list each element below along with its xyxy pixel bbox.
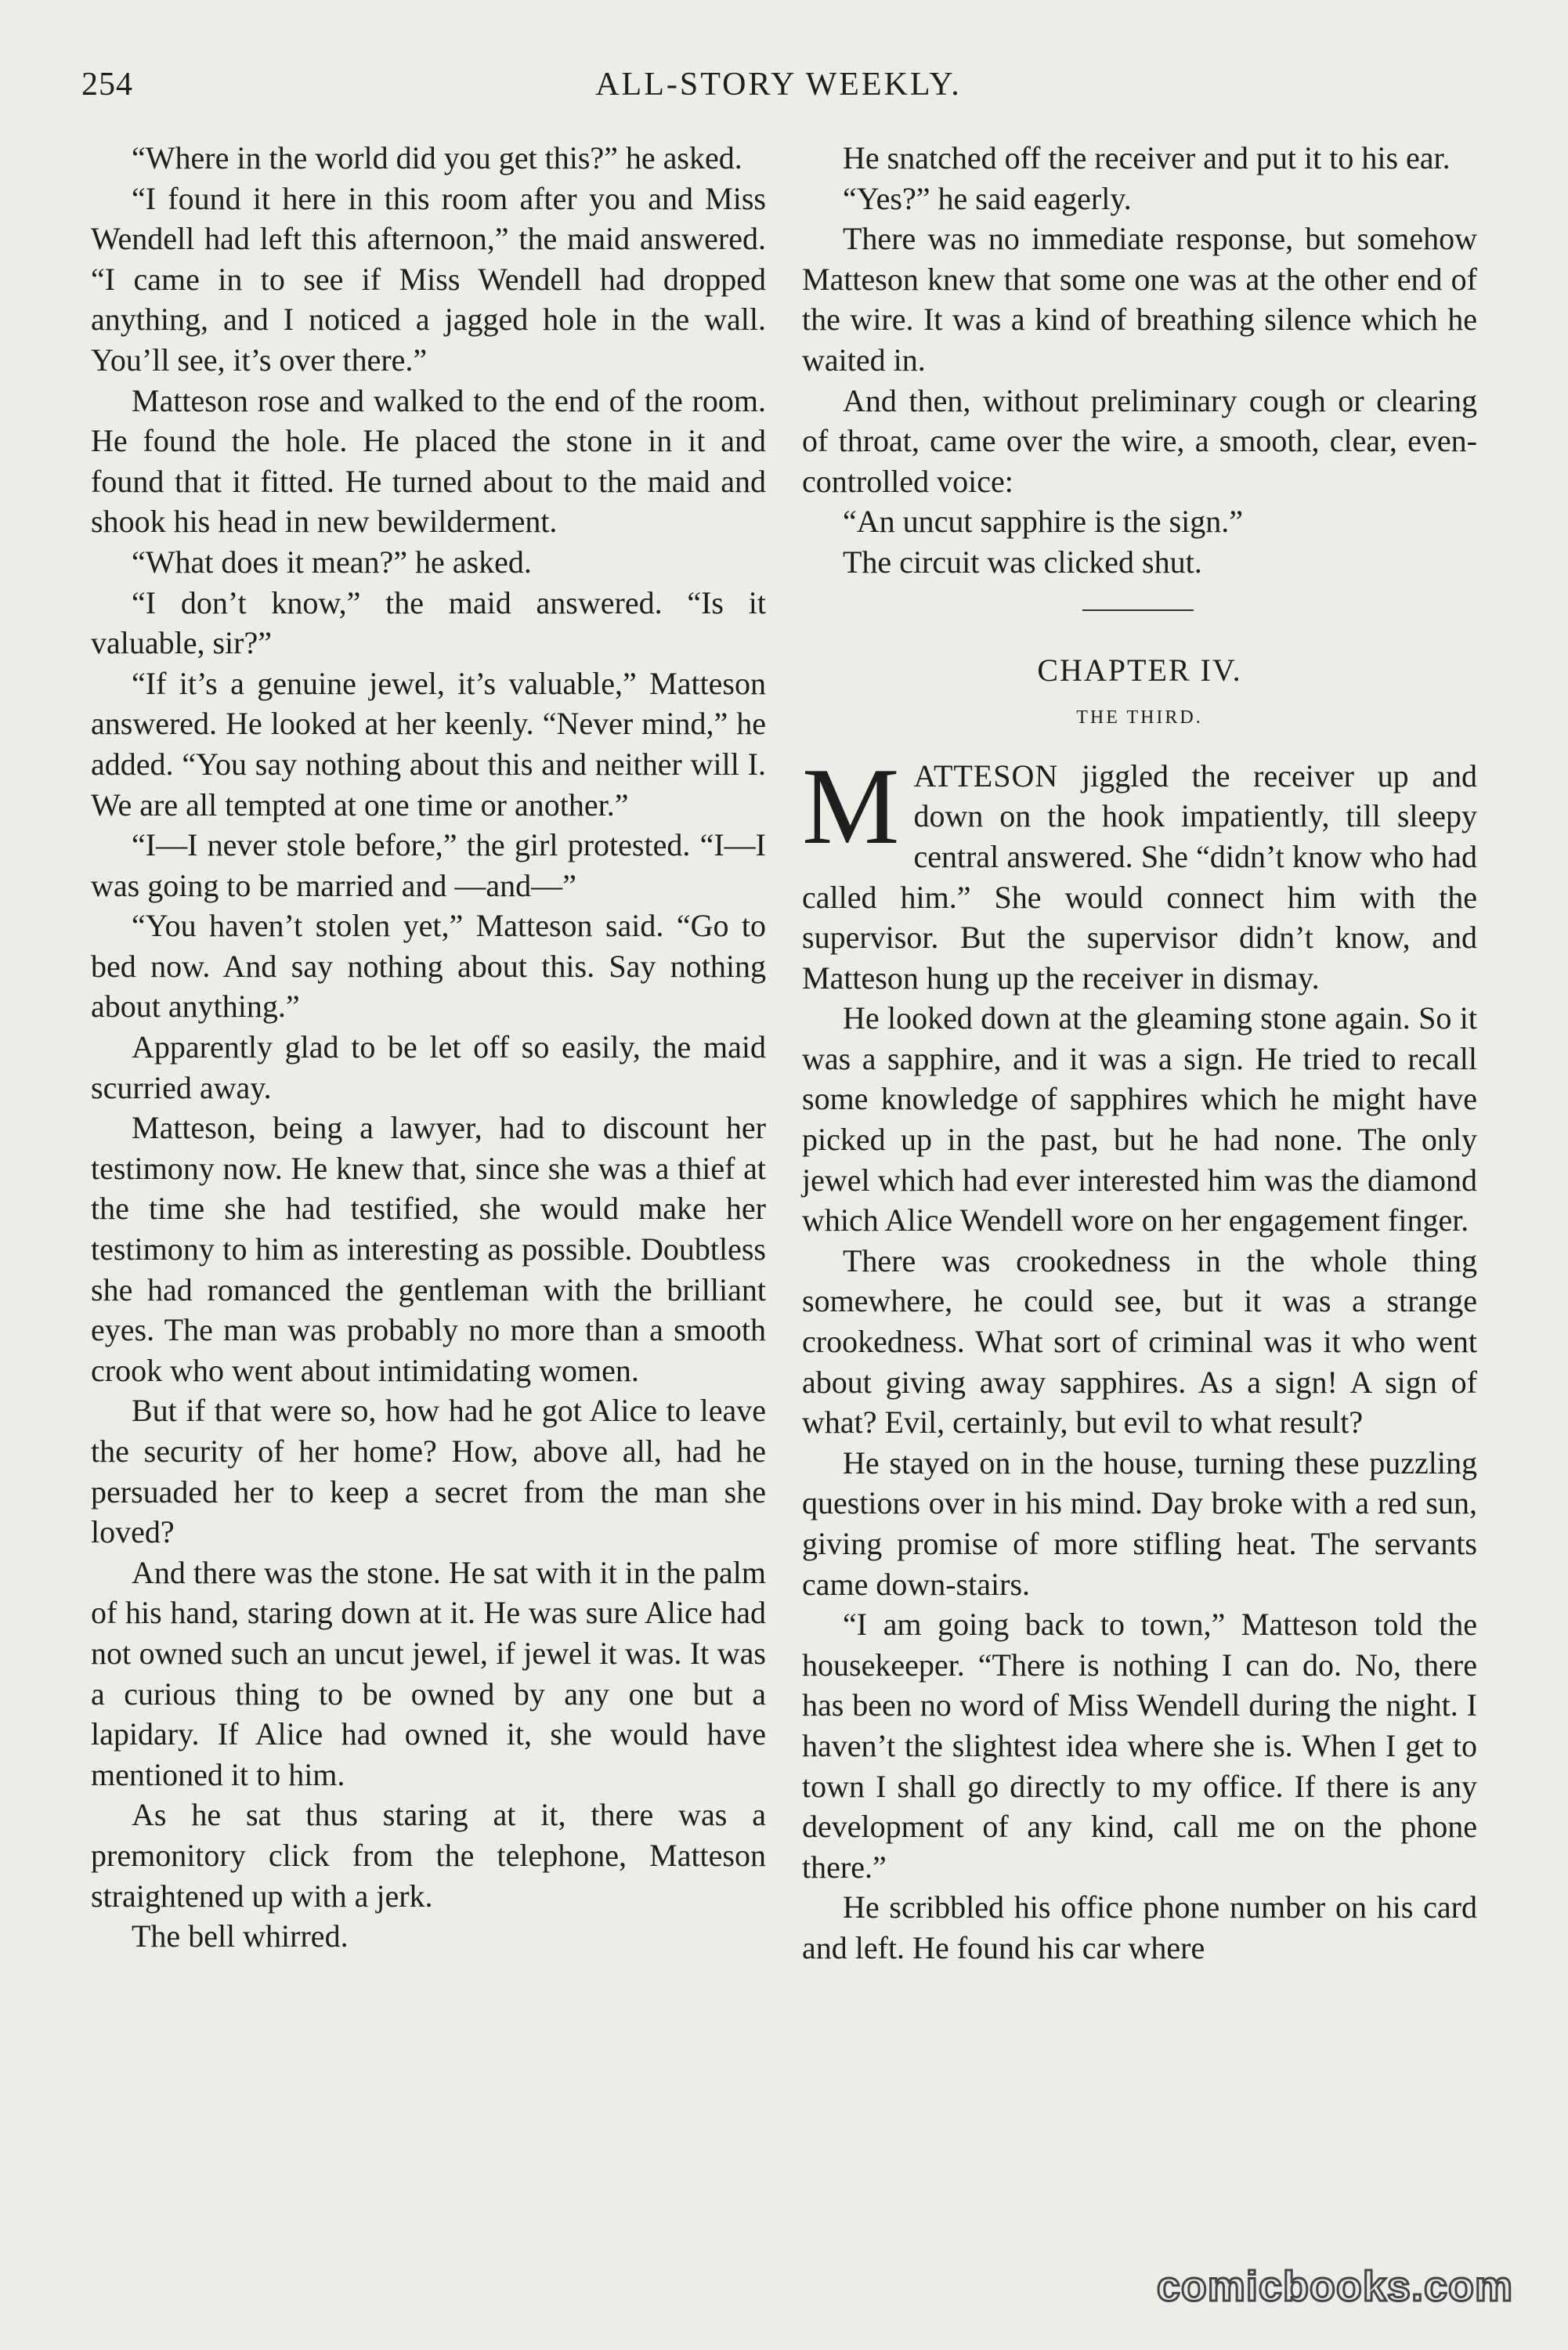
paragraph: “I—I never stole before,” the girl protested. “I—I was going to be married and —and—” xyxy=(91,827,766,903)
paragraph: And there was the stone. He sat with it in the palm of his hand, staring down at it. He was sure Alice had not owned such an uncut jewel, if jewel it was. It was a curious thing to be owned by any one but a lapidary. If Alice had owned it, she would have mentioned it to him. xyxy=(91,1554,766,1792)
paragraph: He looked down at the gleaming stone again. So it was a sapphire, and it was a sign. He tried to recall some knowledge of sapphires which he might have picked up in the past, but he had none. The only jewel which had ever interested him was the diamond which Alice Wendell wore on her engagement finger. xyxy=(802,1000,1477,1238)
left-column xyxy=(91,138,766,1957)
paragraph: “I am going back to town,” Matteson told the housekeeper. “There is nothing I can do. No, there has been no word of Miss Wendell during the night. I haven’t the slightest idea where she is. When I get to town I shall go directly to my office. If there is any development of any kind, call me on the phone there.” xyxy=(802,1607,1477,1885)
paragraph: There was crookedness in the whole thing somewhere, he could see, but it was a strange crookedness. What sort of criminal was it who went about giving away sapphires. As a sign! A sign of what? Evil, certainly, but evil to what result? xyxy=(802,1242,1477,1441)
chapter-title: CHAPTER IV. xyxy=(1037,652,1242,688)
chapter-opening-paragraph xyxy=(802,745,1477,999)
paragraph: He stayed on in the house, turning these puzzling questions over in his mind. Day broke with a red sun, giving promise of more stifling heat. The servants came down-stairs. xyxy=(802,1444,1477,1602)
paragraph: “An uncut sapphire is the sign.” xyxy=(843,504,1243,540)
page-number: 254 xyxy=(81,67,133,103)
paragraph: “What does it mean?” he asked. xyxy=(132,544,532,580)
paragraph: The circuit was clicked shut. xyxy=(843,544,1202,580)
page-header xyxy=(81,66,1476,121)
section-divider xyxy=(802,583,1477,645)
paragraph: As he sat thus staring at it, there was a premonitory click from the telephone, Matteson straightened up with a jerk. xyxy=(91,1797,766,1914)
paragraph: The bell whirred. xyxy=(132,1918,349,1954)
chapter-subtitle: THE THIRD. xyxy=(1076,707,1203,728)
opening-paragraph-text: jiggled the receiver up and down on the hook impatiently, till sleepy central answered. She “didn’t know who had called him.” She would connect him with the supervisor. But the supervisor didn’t know, and Matteson hung up the receiver in dismay. xyxy=(802,757,1477,996)
paragraph: And then, without preliminary cough or clearing of throat, came over the wire, a smooth, clear, even-controlled voice: xyxy=(802,382,1477,499)
drop-cap-word-rest: ATTESON xyxy=(913,757,1059,794)
paragraph: “Where in the world did you get this?” he asked. xyxy=(132,140,742,175)
paragraph: Matteson, being a lawyer, had to discount her testimony now. He knew that, since she was a thief at the time she had testified, she would make her testimony to him as interesting as possible. Doubtless she had romanced the gentleman with the brilliant eyes. The man was probably no more than a smooth crook who went about intimidating women. xyxy=(91,1110,766,1388)
divider-rule xyxy=(1082,609,1194,611)
paragraph: “If it’s a genuine jewel, it’s valuable,” Matteson answered. He looked at her keenly. “Never mind,” he added. “You say nothing about this and neither will I. We are all tempted at one time or another.” xyxy=(91,665,766,822)
paragraph: There was no immediate response, but somehow Matteson knew that some one was at the other end of the wire. It was a kind of breathing silence which he waited in. xyxy=(802,221,1477,378)
paragraph: “Yes?” he said eagerly. xyxy=(843,180,1132,216)
paragraph: Matteson rose and walked to the end of the room. He found the hole. He placed the stone in it and found that it fitted. He turned about to the maid and shook his head in new bewilderment. xyxy=(91,382,766,540)
paragraph: Apparently glad to be let off so easily, the maid scurried away. xyxy=(91,1029,766,1105)
right-column xyxy=(802,138,1477,1969)
paragraph: “I found it here in this room after you and Miss Wendell had left this afternoon,” the maid answered. “I came in to see if Miss Wendell had dropped anything, and I noticed a jagged hole in the wall. You’ll see, it’s over there.” xyxy=(91,180,766,378)
paragraph: He scribbled his office phone number on his card and left. He found his car where xyxy=(802,1889,1477,1965)
drop-cap: M xyxy=(802,745,900,867)
paragraph: “I don’t know,” the maid answered. “Is it valuable, sir?” xyxy=(91,584,766,661)
paragraph: “You haven’t stolen yet,” Matteson said. “Go to bed now. And say nothing about this. Say nothing about anything.” xyxy=(91,908,766,1025)
paragraph: But if that were so, how had he got Alice to leave the security of her home? How, above all, had he persuaded her to keep a secret from the man she loved? xyxy=(91,1393,766,1550)
source-watermark: comicbooks.com xyxy=(1156,2263,1513,2310)
paragraph: He snatched off the receiver and put it to his ear. xyxy=(843,140,1451,175)
running-head: ALL-STORY WEEKLY. xyxy=(595,67,962,103)
